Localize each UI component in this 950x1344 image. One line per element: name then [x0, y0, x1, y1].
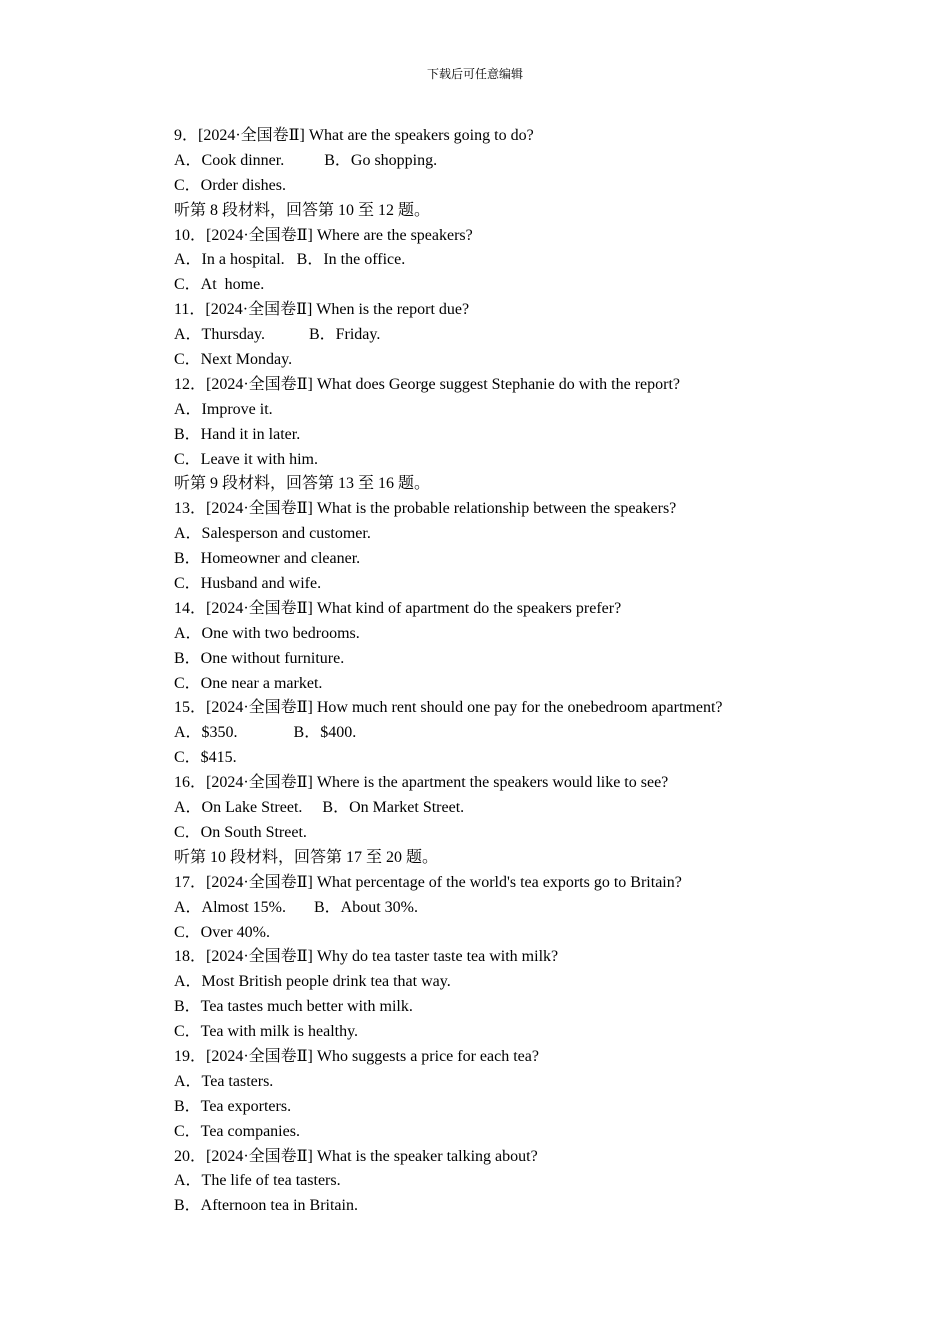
question-15: 15．[2024·全国卷Ⅱ] How much rent should one pay for the onebedroom apartment? — [174, 699, 723, 717]
q16-options-ab: A．On Lake Street. B．On Market Street. — [174, 799, 465, 817]
q17-options-ab: A．Almost 15%. B．About 30%. — [174, 898, 419, 916]
q12-option-b: B．Hand it in later. — [174, 425, 301, 443]
question-9: 9．[2024·全国卷Ⅱ] What are the speakers going to do? — [174, 127, 534, 144]
q10-option-c: C．At home. — [174, 276, 265, 294]
q14-option-c: C．One near a market. — [174, 674, 323, 692]
q20-option-a: A．The life of tea tasters. — [174, 1172, 341, 1190]
q18-option-a: A．Most British people drink tea that way. — [174, 973, 451, 991]
q14-option-a: A．One with two bedrooms. — [174, 624, 360, 642]
question-18: 18．[2024·全国卷Ⅱ] Why do tea taster taste tea with milk? — [174, 948, 559, 966]
q12-option-a: A．Improve it. — [174, 400, 273, 418]
question-16: 16．[2024·全国卷Ⅱ] Where is the apartment the speakers would like to see? — [174, 774, 669, 792]
q11-option-c: C．Next Monday. — [174, 351, 293, 369]
q18-option-c: C．Tea with milk is healthy. — [174, 1023, 359, 1041]
q18-option-b: B．Tea tastes much better with milk. — [174, 998, 413, 1016]
q9-option-c: C．Order dishes. — [174, 176, 286, 194]
q19-option-c: C．Tea companies. — [174, 1122, 300, 1140]
question-17: 17．[2024·全国卷Ⅱ] What percentage of the world's tea exports go to Britain? — [174, 873, 682, 891]
section-instruction-10: 听第 10 段材料，回答第 17 至 20 题。 — [174, 848, 439, 866]
q19-option-a: A．Tea tasters. — [174, 1072, 274, 1090]
q13-option-a: A．Salesperson and customer. — [174, 525, 371, 543]
section-instruction-9: 听第 9 段材料，回答第 13 至 16 题。 — [174, 475, 431, 493]
question-14: 14．[2024·全国卷Ⅱ] What kind of apartment do the speakers prefer? — [174, 599, 622, 617]
page-header: 下载后可任意编辑 — [426, 67, 523, 81]
q16-option-c: C．On South Street. — [174, 823, 307, 841]
q19-option-b: B．Tea exporters. — [174, 1097, 292, 1115]
question-13: 13．[2024·全国卷Ⅱ] What is the probable relationship between the speakers? — [174, 500, 677, 518]
q12-option-c: C．Leave it with him. — [174, 450, 318, 468]
q10-options-ab: A．In a hospital. B．In the office. — [174, 251, 406, 269]
section-instruction-8: 听第 8 段材料，回答第 10 至 12 题。 — [174, 201, 431, 219]
q17-option-c: C．Over 40%. — [174, 923, 270, 941]
document-body — [174, 124, 874, 1219]
q13-option-c: C．Husband and wife. — [174, 575, 322, 593]
q9-options-ab: A．Cook dinner. B．Go shopping. — [174, 151, 438, 169]
question-20: 20．[2024·全国卷Ⅱ] What is the speaker talking about? — [174, 1147, 538, 1165]
question-11: 11．[2024·全国卷Ⅱ] When is the report due? — [174, 301, 470, 319]
q15-options-ab: A．$350. B．$400. — [174, 724, 357, 742]
q13-option-b: B．Homeowner and cleaner. — [174, 550, 361, 568]
question-19: 19．[2024·全国卷Ⅱ] Who suggests a price for each tea? — [174, 1047, 539, 1065]
q11-options-ab: A．Thursday. B．Friday. — [174, 326, 381, 344]
question-12: 12．[2024·全国卷Ⅱ] What does George suggest Stephanie do with the report? — [174, 375, 681, 393]
question-10: 10．[2024·全国卷Ⅱ] Where are the speakers? — [174, 226, 473, 244]
q15-option-c: C．$415. — [174, 749, 237, 767]
q14-option-b: B．One without furniture. — [174, 649, 345, 667]
q20-option-b: B．Afternoon tea in Britain. — [174, 1197, 358, 1215]
